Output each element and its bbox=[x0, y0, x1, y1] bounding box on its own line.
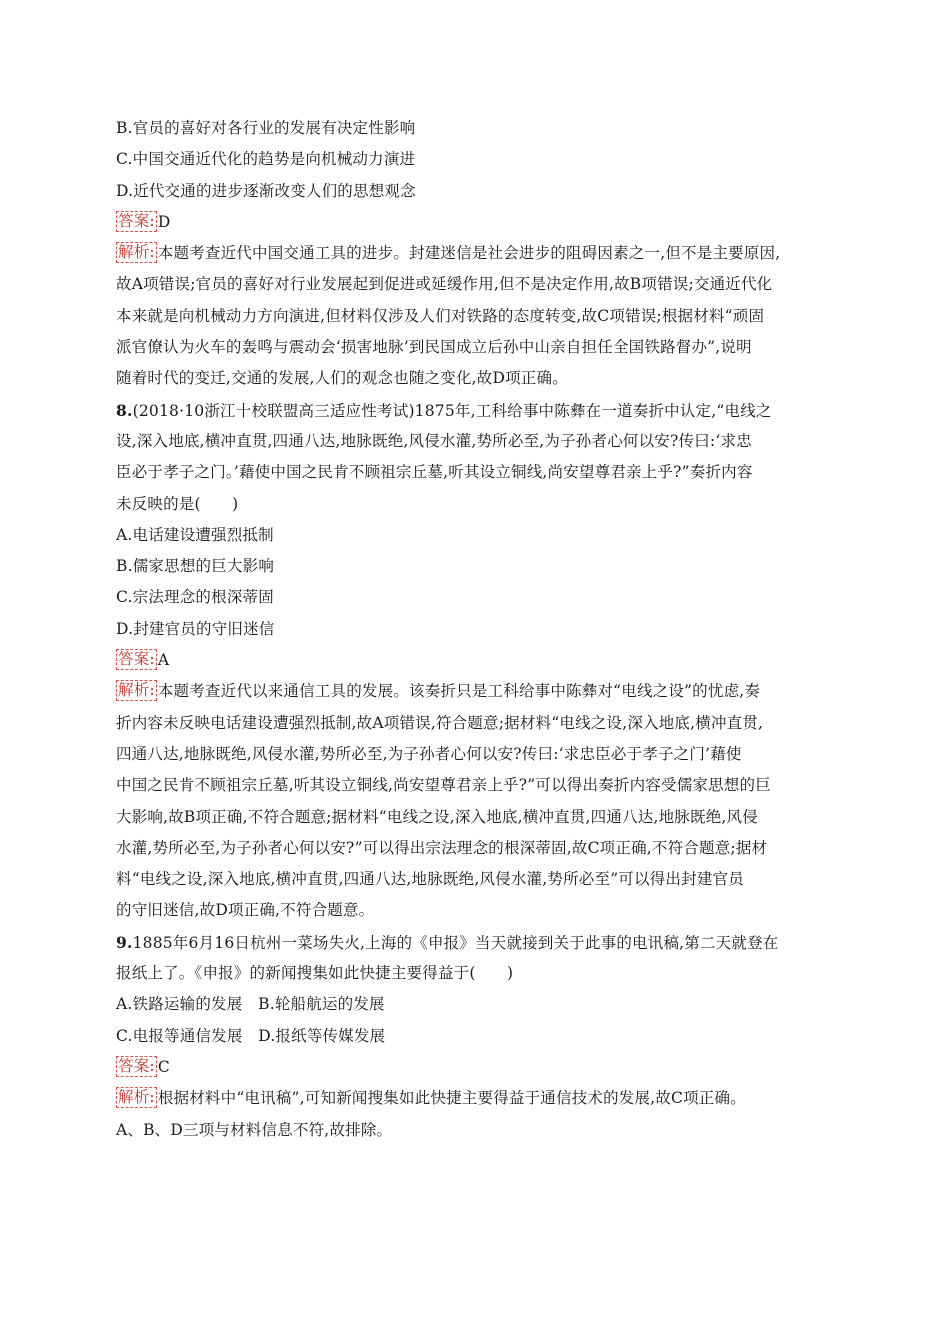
analysis-label: 解析: bbox=[118, 1088, 155, 1107]
analysis-line: 水灌,势所必至,为子孙者心何以安?”可以得出宗法理念的根深蒂固,故C项正确,不符合题意;据材 bbox=[116, 838, 768, 857]
analysis-line: 大影响,故B项正确,不符合题意;据材料“电线之设,深入地底,横冲直贯,四通八达,地脉既绝,风侵 bbox=[116, 807, 758, 826]
options-cd: C.电报等通信发展 D.报纸等传媒发展 bbox=[116, 1026, 386, 1045]
option-a: A.电话建设遭强烈抵制 bbox=[116, 525, 274, 544]
question-stem bbox=[116, 395, 836, 426]
analysis-label: 解析: bbox=[118, 243, 155, 262]
analysis-label: 解析: bbox=[118, 681, 155, 700]
answer-value: C bbox=[157, 1057, 170, 1076]
prev-question bbox=[116, 113, 836, 395]
analysis-line: 中国之民肯不顾祖宗丘墓,听其设立铜线,尚安望尊君亲上乎?”可以得出奏折内容受儒家思想的巨 bbox=[116, 776, 771, 795]
stem-line: 未反映的是( ) bbox=[116, 494, 239, 513]
analysis-text: 根据材料中“电讯稿”,可知新闻搜集如此快捷主要得益于通信技术的发展,故C项正确。 bbox=[157, 1089, 746, 1108]
analysis-line: 本来就是向机械动力方向演进,但材料仅涉及人们对铁路的态度转变,故C项错误;根据材料“顽固 bbox=[116, 306, 765, 325]
analysis-line: 故A项错误;官员的喜好对行业发展起到促进或延缓作用,但不是决定作用,故B项错误;交通近代化 bbox=[116, 275, 773, 294]
answer-value: D bbox=[157, 212, 171, 231]
answer-row bbox=[116, 645, 836, 676]
question-stem bbox=[116, 927, 836, 958]
analysis-line: 的守旧迷信,故D项正确,不符合题意。 bbox=[116, 901, 375, 920]
answer-row bbox=[116, 207, 836, 238]
stem-text: (2018·10浙江十校联盟高三适应性考试)1875年,工科给事中陈彝在一道奏折中认定,“电线之 bbox=[132, 401, 772, 420]
stem-line: 臣必于孝子之门。’藉使中国之民肯不顾祖宗丘墓,听其设立铜线,尚安望尊君亲上乎?”奏折内容 bbox=[116, 463, 753, 482]
analysis-line: 随着时代的变迁,交通的发展,人们的观念也随之变化,故D项正确。 bbox=[116, 369, 568, 388]
stem-line: 设,深入地底,横冲直贯,四通八达,地脉既绝,风侵水灌,势所必至,为子孙者心何以安?传曰:‘求忠 bbox=[116, 431, 752, 450]
stem-line: 报纸上了。《申报》的新闻搜集如此快捷主要得益于( ) bbox=[116, 964, 514, 983]
analysis-line bbox=[116, 238, 836, 269]
answer-row bbox=[116, 1052, 836, 1083]
analysis-line: 派官僚认为火车的轰鸣与震动会‘损害地脉’到民国成立后孙中山亲自担任全国铁路督办”,说明 bbox=[116, 338, 752, 357]
analysis-line: A、B、D三项与材料信息不符,故排除。 bbox=[116, 1120, 393, 1139]
question-8 bbox=[116, 395, 836, 927]
option-c: C.中国交通近代化的趋势是向机械动力演进 bbox=[116, 150, 416, 169]
analysis-line bbox=[116, 676, 836, 707]
option-d: D.封建官员的守旧迷信 bbox=[116, 619, 275, 638]
answer-label: 答案: bbox=[118, 211, 155, 230]
answer-label: 答案: bbox=[118, 650, 155, 669]
analysis-text: 本题考查近代中国交通工具的进步。封建迷信是社会进步的阻碍因素之一,但不是主要原因, bbox=[157, 244, 781, 263]
option-c: C.宗法理念的根深蒂固 bbox=[116, 588, 274, 607]
option-b: B.官员的喜好对各行业的发展有决定性影响 bbox=[116, 119, 416, 137]
answer-label: 答案: bbox=[118, 1056, 155, 1075]
question-number: 8. bbox=[116, 400, 133, 420]
stem-text: 1885年6月16日杭州一菜场失火,上海的《申报》当天就接到关于此事的电讯稿,第二天就登在 bbox=[132, 933, 779, 952]
analysis-text: 本题考查近代以来通信工具的发展。该奏折只是工科给事中陈彝对“电线之设”的忧虑,奏 bbox=[157, 682, 761, 701]
options-ab: A.铁路运输的发展 B.轮船航运的发展 bbox=[116, 995, 385, 1014]
option-b: B.儒家思想的巨大影响 bbox=[116, 557, 275, 576]
analysis-line bbox=[116, 1083, 836, 1114]
analysis-line: 折内容未反映电话建设遭强烈抵制,故A项错误,符合题意;据材料“电线之设,深入地底,横冲直贯, bbox=[116, 713, 764, 732]
answer-value: A bbox=[157, 651, 170, 670]
question-9 bbox=[116, 927, 836, 1146]
document-page bbox=[116, 113, 836, 1146]
analysis-line: 四通八达,地脉既绝,风侵水灌,势所必至,为子孙者心何以安?传曰:‘求忠臣必于孝子之门’藉使 bbox=[116, 744, 742, 763]
analysis-line: 料“电线之设,深入地底,横冲直贯,四通八达,地脉既绝,风侵水灌,势所必至”可以得出封建官员 bbox=[116, 870, 744, 889]
option-d: D.近代交通的进步逐渐改变人们的思想观念 bbox=[116, 181, 416, 200]
question-number: 9. bbox=[116, 932, 133, 952]
